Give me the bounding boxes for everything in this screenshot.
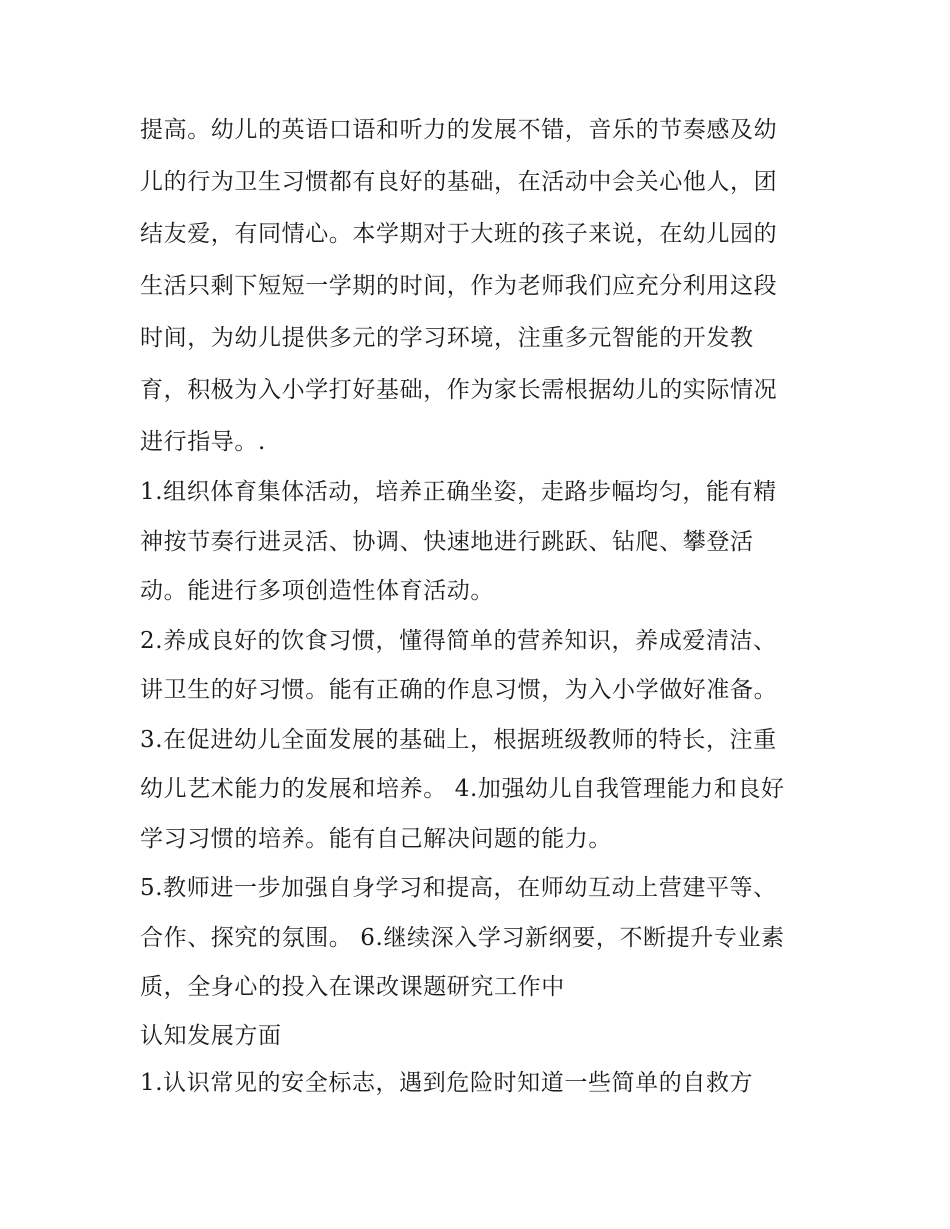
text-line: 结友爱，有同情心。本学期对于大班的孩子来说，在幼儿园的 [140,221,778,247]
goals-list [140,468,815,1013]
text-line: 育，积极为入小学打好基础，作为家长需根据幼儿的实际情况 [140,377,778,403]
text-line: 时间，为幼儿提供多元的学习环境，注重多元智能的开发教 [140,325,754,351]
list-line: 2.养成良好的饮食习惯，懂得简单的营养知识，养成爱清洁、 [140,627,777,654]
text-line: 生活只剩下短短一学期的时间，作为老师我们应充分利用这段 [140,273,778,299]
list-line: 神按节奏行进灵活、协调、快速地进行跳跃、钻爬、攀登活 [140,528,754,555]
list-line: 1.组织体育集体活动，培养正确坐姿，走路步幅均匀，能有精 [140,479,777,505]
intro-paragraph [140,104,815,468]
text-line: 儿的行为卫生习惯都有良好的基础，在活动中会关心他人，团 [140,169,778,195]
list-line: 讲卫生的好习惯。能有正确的作息习惯，为入小学做好准备。 [140,677,778,703]
document-body [140,104,815,1107]
list-line: 5.教师进一步加强自身学习和提高，在师幼互动上营建平等、 [140,875,777,901]
text-line: 进行指导。. [140,429,266,455]
list-line: 合作、探究的氛围。 6.继续深入学习新纲要，不断提升专业素 [140,924,785,951]
list-line: 3.在促进幼儿全面发展的基础上，根据班级教师的特长，注重 [140,726,777,753]
section-heading: 认知发展方面 [140,1022,282,1049]
section-list-line: 1.认识常见的安全标志，遇到危险时知道一些简单的自救方 [140,1069,754,1096]
text-line: 提高。幼儿的英语口语和听力的发展不错，音乐的节奏感及幼 [140,117,778,143]
list-line: 质，全身心的投入在课改课题研究工作中 [140,974,565,1000]
list-line: 幼儿艺术能力的发展和培养。 4.加强幼儿自我管理能力和良好 [140,776,785,802]
list-line: 动。能进行多项创造性体育活动。 [140,578,494,604]
list-line: 学习习惯的培养。能有自己解决问题的能力。 [140,825,612,852]
